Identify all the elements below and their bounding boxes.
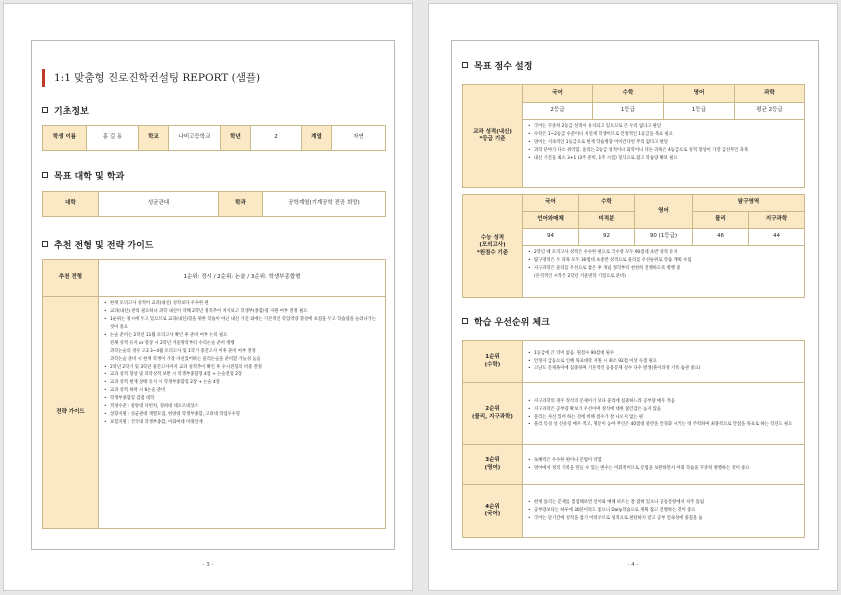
subject-header: 영어 xyxy=(664,85,735,103)
note-item: • 탐구영역은 두 과목 모두 30점대 초중반 성적으로 물리를 우선순위로 학습 계획 수립 xyxy=(528,257,799,265)
note-item: (본격적인 시작은 2학년 겨울방학 기점으로 준비) xyxy=(534,273,626,279)
target-grade: 2등급 xyxy=(523,103,593,120)
basic-info-table xyxy=(42,125,386,151)
guide-item: • 적정수준 : 중앙대 다빈치, 경희대 네오르네상스 xyxy=(104,403,380,411)
note-item: • 과학 분야가 다소 취약함. 물리는 2등급 성적이나 화학이나 다른 과목은 4등급으로 성적 향상이 가장 급선무인 과목 xyxy=(528,147,799,155)
report-page-4 xyxy=(428,3,838,591)
note-item: • 지구과학은 공부량 확보가 우선이며 정석에 대한 불안감은 높지 않음 xyxy=(528,406,799,414)
dept-label: 학과 xyxy=(219,192,263,217)
note-item: • 지구과학은 물리를 우선으로 잡은 후 개념 정리부터 천천히 진행하도록 병행 중 xyxy=(528,265,799,273)
mock-value: 92 xyxy=(579,229,635,246)
mock-header: 수학 xyxy=(579,195,635,212)
note-item: • 영어는 지속적인 1등급으로 현재 학습병향 이어간다면 무리 없다고 판단 xyxy=(528,139,799,147)
mock-subheader: 지구과학 xyxy=(749,212,805,229)
page-number: - 3 - xyxy=(202,562,214,568)
track-value: 자연 xyxy=(332,126,386,151)
guide-item: • 교과(내신) 관리 필요하나 과학 내신이 약해 2학년 정직추이 저지보고 학생부(종합)형 지원 여부 결정 필요 xyxy=(104,308,380,316)
section-heading-target: 목표 대학 및 학과 xyxy=(42,171,124,183)
guide-item: • 상향지원 : 성균관대 계열모집, 한양대 학생부종합, 고려대 학업우수형 xyxy=(104,411,380,419)
school-score-label: 교과 성적(내신) *등급 기준 xyxy=(463,85,523,188)
school-score-table xyxy=(462,84,805,188)
note-item: • 고난도 문제풀이에 집중하며 기본적인 응용문제 실수 다수 발생(풀이과정 기록 습관 중요) xyxy=(528,365,799,373)
mock-value: 90 (1등급) xyxy=(635,229,693,246)
guide-list xyxy=(99,297,385,430)
priority-table xyxy=(462,340,805,538)
mock-header: 탐구영역 xyxy=(693,195,805,212)
square-bullet-icon xyxy=(42,172,48,178)
target-dept: 공학계열(기계공학 전공 희망) xyxy=(263,192,386,217)
guide-item: 과학논술 준비 시 현재 학생이 가장 자신있어하는 물리논술을 준비할 가능성 높음 xyxy=(110,356,261,362)
guide-item: • 1순위는 정시에 두고 있으므로 교과(내신)형을 위한 학습이 아닌 내신 가진 외에는 기본적인 학업역량 향상에 초점을 두고 학습량을 늘려나가는 것이 중요 xyxy=(104,316,380,332)
report-title: 1:1 맞춤형 진로진학컨설팅 REPORT (샘플) xyxy=(42,69,352,87)
guide-item: • 보험지원 : 건국대 학생부종합, 이화여대 미래인재 xyxy=(104,419,380,427)
priority-label: 1순위 (수학) xyxy=(463,341,523,383)
note-item: • 수학은 1~2등급 수준이나 지연계 학생이므로 안정적인 1등급을 목표 필요 xyxy=(528,131,799,139)
subject-header: 과학 xyxy=(735,85,805,103)
mock-score-label: 수능 성적 (모의고사) *원점수 기준 xyxy=(463,195,523,298)
square-bullet-icon xyxy=(462,318,468,324)
target-grade: 1등급 xyxy=(664,103,735,120)
priority-label: 2순위 (물리, 지구과학) xyxy=(463,383,523,445)
note-item: • 안정자 급등으로 인해 목표대학 지원 시 최소 92점 이상 득점 필요 xyxy=(528,358,799,366)
note-item: • 1등급에 큰 의미 없음. 원점수 90점대 필수 xyxy=(528,350,799,358)
subject-header: 국어 xyxy=(523,85,593,103)
mock-subheader: 미적분 xyxy=(579,212,635,229)
page-frame xyxy=(31,40,395,550)
rec-label: 추천 전형 xyxy=(43,260,99,297)
priority-label: 3순위 (영어) xyxy=(463,445,523,485)
target-table xyxy=(42,191,386,217)
student-name: 홍 길 동 xyxy=(87,126,139,151)
note-item: • 공부량보다는 하루에 30분이라도 좋으니 Daily학습으로 계획 잡고 진행하는 것이 중요 xyxy=(528,507,799,515)
priority-notes xyxy=(523,496,804,526)
guide-item: • 학생부종합형 검점 대학 xyxy=(104,395,380,403)
mock-score-table xyxy=(462,194,805,298)
guide-item: • 논술 준비는 2학년 11월 모의고사 확인 후 준비 여부 논의 필요 xyxy=(104,332,380,340)
section-heading-strategy: 추천 전형 및 전략 가이드 xyxy=(42,240,153,252)
priority-notes xyxy=(523,395,804,433)
section-heading-basic: 기초정보 xyxy=(42,106,89,118)
strategy-table xyxy=(42,259,386,529)
mock-subheader: 언어와매체 xyxy=(523,212,579,229)
mock-subheader: 물리 xyxy=(693,212,749,229)
section-heading-priority: 학습 우선순위 체크 xyxy=(462,317,550,329)
name-label: 학생 이름 xyxy=(43,126,87,151)
section-heading-score: 목표 점수 설정 xyxy=(462,61,532,73)
guide-item: • 교과 성적 향상 및 과학성적 보완 시 학생부종합형 4장 + 논술전형 2장 xyxy=(104,371,380,379)
note-item: • 지구과학의 경우 정석의 문제이기 보다 물리에 집중하느라 공부량 매우 적음 xyxy=(528,398,799,406)
note-item: • 현재 틀리는 문제를 점검해보면 언어와 매체 파트는 잘 잡혀 있으나 공통문항에서 자주 틀림 xyxy=(528,499,799,507)
school-label: 학교 xyxy=(139,126,169,151)
note-item: • 물리 특성 상 신유형 매우 적고, 명문이 높아 무인은 40점대 중반을 안정화 시키는 데 주력하며 최종적으로 만점을 목표로 하는 학년도 필요 xyxy=(528,421,799,429)
mock-notes-list xyxy=(523,246,804,284)
grade-label: 학년 xyxy=(221,126,251,151)
square-bullet-icon xyxy=(42,241,48,247)
mock-header: 국어 xyxy=(523,195,579,212)
note-item: • 2학년 때 모의고사 성적은 우수한 편으로 국수영 모두 90점대 초반 성적 유지 xyxy=(528,249,799,257)
guide-item: • 교과 성적 하락 시 6논술 준비 xyxy=(104,387,380,395)
track-label: 계열 xyxy=(302,126,332,151)
priority-label: 4순위 (국어) xyxy=(463,485,523,538)
guide-item: 전체 성적 유지 or 향상 시 2학년 겨울방학부터 수리논술 준비 병행 xyxy=(110,340,235,346)
rec-value: 1순위: 정시 / 2순위: 논술 / 3순위: 학생부종합형 xyxy=(99,260,386,297)
report-page-3 xyxy=(3,3,413,591)
subject-header: 수학 xyxy=(593,85,664,103)
mock-header: 영어 xyxy=(635,195,693,229)
note-item: • 독해력은 우수한 편이나 문법이 약함 xyxy=(528,457,799,465)
square-bullet-icon xyxy=(462,62,468,68)
note-item: • 국어는 꾸준히 2등급 성적이 유지되고 있으므로 큰 우리 없다고 판단 xyxy=(528,123,799,131)
priority-notes xyxy=(523,454,804,476)
guide-item: • 현재 모의고사 성적이 교과(내신) 성적보다 우수한 편 xyxy=(104,300,380,308)
mock-value: 94 xyxy=(523,229,579,246)
mock-value: 44 xyxy=(749,229,805,246)
page-number: - 4 - xyxy=(627,562,639,568)
guide-label: 전략 가이드 xyxy=(43,297,99,529)
school-notes-list xyxy=(523,120,804,166)
note-item: • 물리는 자신 있어 하는 것에 비해 점수가 잘 나오지 않는 편 xyxy=(528,414,799,422)
mock-value: 46 xyxy=(693,229,749,246)
note-item: • 내신 기간을 최소 3+1 (3주 준비, 1주 시험) 형식으로 잡고 학습량 확보 필요 xyxy=(528,155,799,163)
grade-value: 2 xyxy=(251,126,302,151)
target-grade: 평균 2등급 xyxy=(735,103,805,120)
guide-item: • 2학년 2학기 및 3학년 중간고사까지 교과 성적추이 확인 후 수시전형의 비중 결정 xyxy=(104,364,380,372)
square-bullet-icon xyxy=(42,107,48,113)
univ-label: 대학 xyxy=(43,192,99,217)
guide-item: 과학논술의 경우 고3 3~4월 모의고사 및 1학기 중간고사 이후 준비 여부 결정 xyxy=(110,348,256,354)
guide-item: • 교과 성적 현재 상태 유지 시 학생부종합형 2장 + 논술 4장 xyxy=(104,379,380,387)
note-item: • 국어는 단기간에 성적을 잡기 어려우므로 성적으로 판단하지 말고 공부 연속성에 중점을 둠 xyxy=(528,515,799,523)
target-univ: 성균관대 xyxy=(99,192,219,217)
priority-notes xyxy=(523,347,804,377)
target-grade: 1등급 xyxy=(593,103,664,120)
school-name: 나비고등학교 xyxy=(169,126,221,151)
note-item: • 영어에서 정직 기복을 만들 수 있는 변수는 어휘적이므로 문법을 보완하면서 어휘 학습을 꾸준히 병행하는 것이 중요 xyxy=(528,465,799,473)
